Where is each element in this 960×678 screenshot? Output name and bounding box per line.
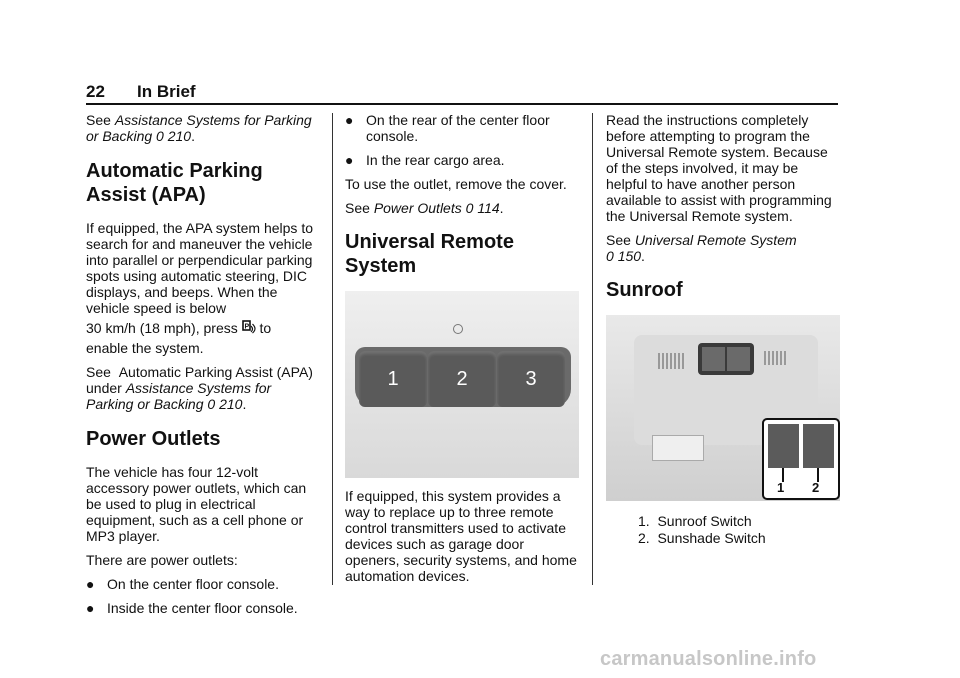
page-reference[interactable]: 150 (617, 248, 642, 264)
remote-paragraph: If equipped, this system provides a way to replace up to three remote control transmitters used to activate devices such as garage door openers, security systems, and home automation devices. (345, 488, 577, 584)
sunroof-switch-small[interactable] (702, 347, 725, 371)
sunshade-switch-small[interactable] (727, 347, 750, 371)
figure-legend (606, 513, 840, 547)
heading-sunroof: Sunroof (606, 279, 683, 301)
page-arrow-icon: 0 (156, 128, 164, 144)
callout-inset (762, 418, 840, 500)
remote-button-2[interactable]: 2 (428, 351, 496, 407)
page-arrow-icon: 0 (606, 248, 614, 264)
apa-paragraph-2: See Automatic Parking Assist (APA) under Assistance Systems for Parking or Backing 0 210. (86, 364, 317, 412)
column-divider-1 (332, 113, 333, 585)
apa-paragraph-1b: 30 km/h (18 mph), press P to (86, 320, 272, 336)
see-universal-remote: See Universal Remote System 0 150. (606, 232, 797, 264)
sunroof-switch-detail (768, 424, 799, 468)
cross-reference[interactable]: Universal Remote System (634, 232, 797, 248)
column-1 (86, 112, 322, 624)
header-rule (86, 103, 838, 105)
watermark: carmanualsonline.info (600, 648, 817, 670)
page-number: 22 (86, 82, 105, 101)
cross-reference[interactable]: Assistance Systems for Parking or Backing (86, 112, 312, 144)
column-divider-2 (592, 113, 593, 585)
heading-universal-remote: Universal Remote System (345, 231, 514, 277)
cross-reference[interactable]: Assistance Systems for Parking or Backing (86, 380, 272, 412)
svg-text:P: P (244, 323, 249, 331)
universal-remote-figure (345, 291, 579, 478)
page-arrow-icon: 0 (207, 396, 216, 412)
column-2 (345, 112, 579, 592)
use-outlet-text: To use the outlet, remove the cover. (345, 176, 567, 192)
see-power-outlets: See Power Outlets 0 114. (345, 200, 504, 216)
heading-apa: Automatic Parking Assist (APA) (86, 160, 263, 206)
section-title: In Brief (137, 82, 196, 101)
parking-assist-icon (242, 320, 256, 336)
apa-paragraph-1: If equipped, the APA system helps to search for and maneuver the vehicle into parallel or perpendicular parking spots using automatic steering, DIC displays, and beeps. When the vehicle speed is below (86, 220, 313, 316)
heading-power-outlets: Power Outlets (86, 428, 221, 450)
page-reference[interactable]: 210 (167, 128, 192, 144)
see-text: See (86, 112, 111, 128)
bullet-item: ● On the center floor console. (86, 576, 279, 592)
remote-instructions: Read the instructions completely before attempting to program the Universal Remote system. Because of the steps involved, it may be helpful to have another person available to assist with programming the Universal Remote system. (606, 112, 832, 224)
legend-item: 2. Sunshade Switch (638, 530, 766, 546)
map-light (652, 435, 704, 461)
remote-button-3[interactable]: 3 (497, 351, 565, 407)
sunshade-switch-detail (803, 424, 834, 468)
indicator-light (453, 324, 463, 334)
callout-label-1: 1 (777, 480, 785, 495)
page-reference[interactable]: 114 (477, 200, 500, 216)
vent-left (658, 353, 686, 369)
legend-item: 1. Sunroof Switch (638, 513, 752, 529)
cross-reference[interactable]: Power Outlets (373, 200, 462, 216)
sunroof-figure (606, 315, 840, 501)
remote-button-1[interactable]: 1 (359, 351, 427, 407)
intro-paragraph: See Assistance Systems for Parking or Backing 0 210. (86, 112, 312, 144)
bullet-item: ● On the rear of the center floor console. (345, 112, 550, 144)
apa-paragraph-1c: enable the system. (86, 340, 204, 356)
outlets-paragraph-2: There are power outlets: (86, 552, 238, 568)
page-reference[interactable]: 210 (219, 396, 243, 412)
outlets-paragraph-1: The vehicle has four 12-volt accessory power outlets, which can be used to plug in electrical equipment, such as a cell phone or MP3 player. (86, 464, 307, 544)
bullet-item: ● In the rear cargo area. (345, 152, 505, 168)
column-3 (606, 112, 840, 547)
vent-right (764, 351, 788, 365)
page-arrow-icon: 0 (465, 200, 474, 216)
bullet-item: ● Inside the center floor console. (86, 600, 298, 616)
callout-label-2: 2 (812, 480, 820, 495)
